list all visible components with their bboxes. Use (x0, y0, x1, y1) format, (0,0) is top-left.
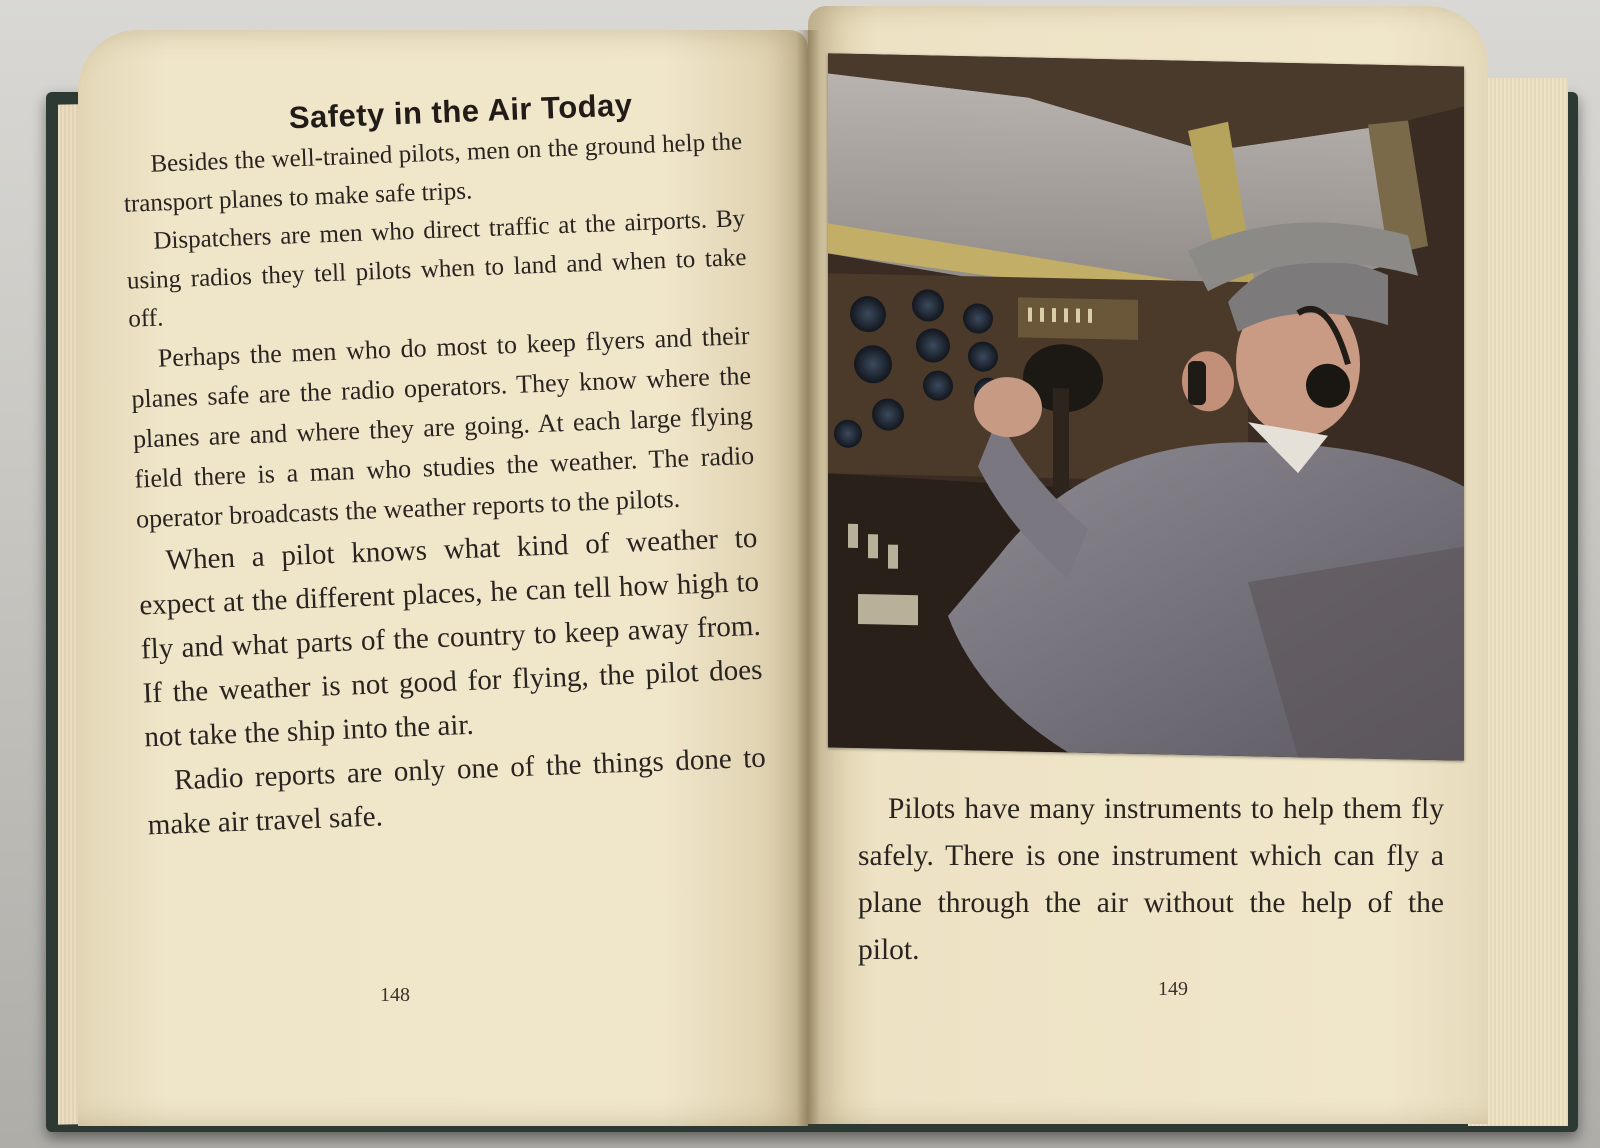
caption-text: Pilots have many instruments to help them fly safely. There is one instrument which can fly a plane through the air without the help of the pilot. (858, 793, 1444, 966)
page-number-right: 149 (1158, 978, 1188, 1000)
cockpit-photo (828, 53, 1464, 760)
paragraph-5: Radio reports are only one of the things done to make air travel safe. (147, 741, 767, 841)
left-page-text (120, 83, 768, 847)
photo-caption (858, 786, 1444, 974)
paragraph-3: Perhaps the men who do most to keep flyers and their planes safe are the radio operators. They know where the planes are and where they are going. At each large flying field there is a man who studies the weather. The radio operator broadcasts the weather reports to the pilots. (130, 320, 755, 534)
book-gutter (796, 30, 820, 1126)
cockpit-photo-icon (828, 53, 1464, 760)
paragraph-2: Dispatchers are men who direct traffic at the airports. By using radios they tell pilots when to land and when to take off. (126, 205, 747, 333)
paragraph-4: When a pilot knows what kind of weather to expect at the different places, he can tell how high to fly and what parts of the country to keep away from. If the weather is not good for flying, the pilot does not take the ship into the air. (138, 521, 763, 753)
page-number-left: 148 (380, 984, 410, 1006)
paragraph-1: Besides the well-trained pilots, men on the ground help the transport planes to make safe trips. (123, 128, 743, 218)
page-title: Safety in the Air Today (288, 87, 634, 136)
